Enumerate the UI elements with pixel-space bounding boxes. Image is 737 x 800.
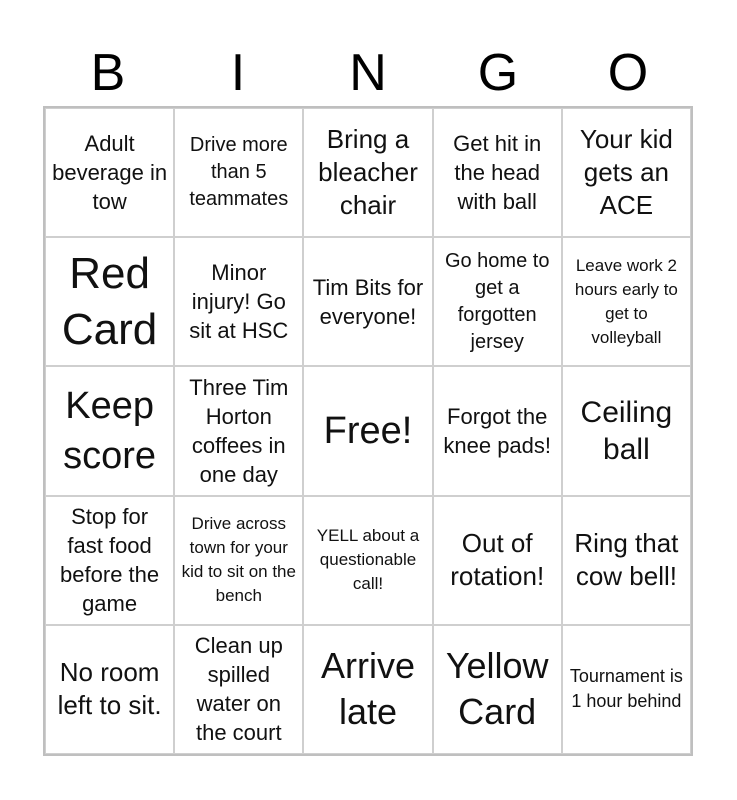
cell-text: Red Card — [61, 248, 158, 354]
bingo-cell-r5c2[interactable] — [174, 625, 303, 754]
bingo-cell-r2c1[interactable] — [45, 237, 174, 366]
bingo-grid — [43, 106, 693, 756]
bingo-cell-r5c5[interactable] — [562, 625, 691, 754]
cell-text: Ceiling ball — [580, 395, 673, 466]
cell-text: No room left to sit. — [57, 657, 162, 721]
cell-text: Out of rotation! — [450, 528, 545, 592]
cell-text: Bring a bleacher chair — [318, 124, 418, 221]
cell-text: Tim Bits for everyone! — [312, 274, 424, 329]
header-letter-b: B — [90, 44, 126, 102]
cell-text: Free! — [323, 409, 413, 452]
bingo-cell-r1c5[interactable] — [562, 108, 691, 237]
bingo-header — [43, 38, 693, 108]
bingo-cell-r1c2[interactable] — [174, 108, 303, 237]
header-letter-i: I — [230, 44, 246, 102]
cell-text: Go home to get a forgotten jersey — [444, 249, 550, 353]
header-letter-g: G — [477, 44, 519, 102]
cell-text: Your kid gets an ACE — [579, 124, 673, 221]
bingo-cell-r4c3[interactable] — [303, 496, 432, 625]
bingo-cell-r1c3[interactable] — [303, 108, 432, 237]
bingo-cell-r3c1[interactable] — [45, 366, 174, 495]
header-letter-n: N — [349, 44, 387, 102]
cell-text: Ring that cow bell! — [574, 528, 679, 592]
cell-text: Clean up spilled water on the court — [194, 633, 283, 746]
bingo-cell-r2c2[interactable] — [174, 237, 303, 366]
bingo-cell-r5c3[interactable] — [303, 625, 432, 754]
cell-text: Drive across town for your kid to sit on the bench — [181, 514, 296, 606]
bingo-cell-r4c5[interactable] — [562, 496, 691, 625]
cell-text: Arrive late — [320, 645, 415, 733]
bingo-cell-r5c1[interactable] — [45, 625, 174, 754]
bingo-cell-r3c4[interactable] — [433, 366, 562, 495]
cell-text: Minor injury! Go sit at HSC — [189, 260, 289, 344]
cell-text: Keep score — [63, 384, 157, 477]
cell-text: YELL about a questionable call! — [316, 526, 420, 594]
bingo-cell-r2c5[interactable] — [562, 237, 691, 366]
cell-text: Leave work 2 hours early to get to volleyball — [574, 255, 678, 347]
cell-text: Stop for fast food before the game — [60, 504, 160, 617]
cell-text: Three Tim Horton coffees in one day — [189, 374, 289, 487]
bingo-cell-r1c1[interactable] — [45, 108, 174, 237]
bingo-cell-r4c4[interactable] — [433, 496, 562, 625]
bingo-cell-r3c2[interactable] — [174, 366, 303, 495]
bingo-cell-r2c3[interactable] — [303, 237, 432, 366]
cell-text: Get hit in the head with ball — [453, 131, 542, 215]
bingo-cell-r3c5[interactable] — [562, 366, 691, 495]
bingo-cell-r1c4[interactable] — [433, 108, 562, 237]
bingo-cell-r4c2[interactable] — [174, 496, 303, 625]
bingo-cell-r2c4[interactable] — [433, 237, 562, 366]
bingo-cell-r3c3[interactable] — [303, 366, 432, 495]
bingo-cell-r4c1[interactable] — [45, 496, 174, 625]
cell-text: Tournament is 1 hour behind — [569, 666, 683, 712]
cell-text: Adult beverage in tow — [52, 131, 168, 215]
cell-text: Yellow Card — [445, 645, 549, 733]
cell-text: Drive more than 5 teammates — [189, 134, 289, 211]
header-letter-o: O — [607, 44, 649, 102]
bingo-cell-r5c4[interactable] — [433, 625, 562, 754]
cell-text: Forgot the knee pads! — [443, 403, 552, 458]
